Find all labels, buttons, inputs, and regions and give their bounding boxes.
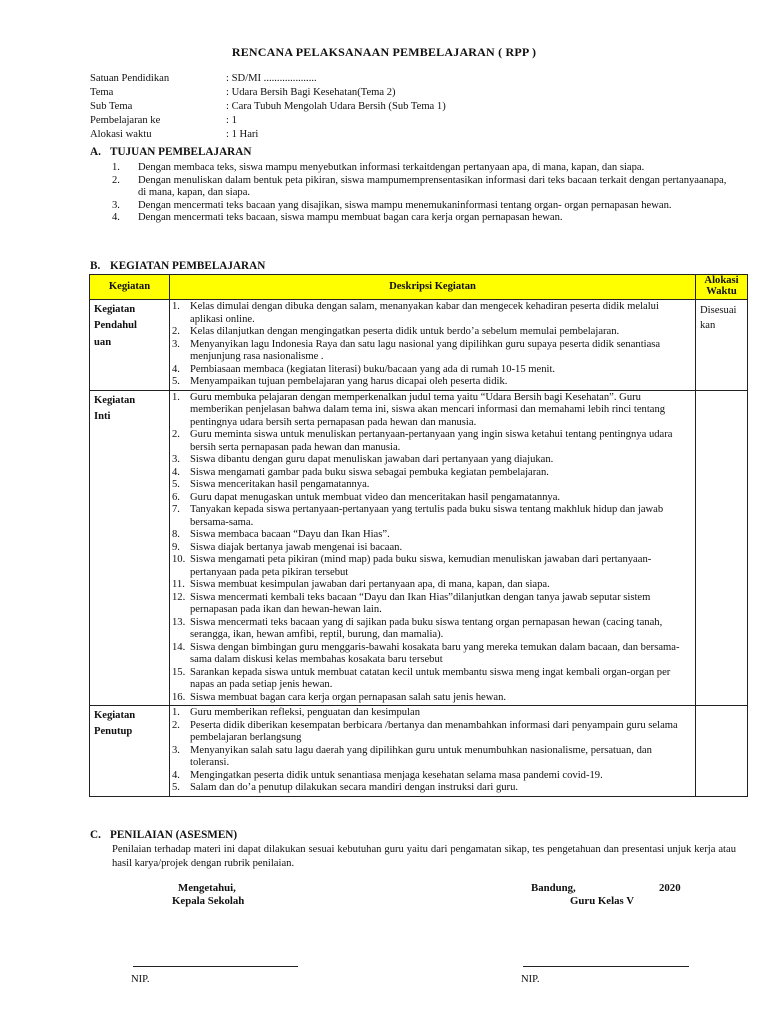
step-text: Salam dan do’a penutup dilakukan secara mandiri dengan instruksi dari guru.	[190, 782, 519, 793]
objective-item	[112, 162, 732, 175]
section-b-number: B.	[90, 260, 101, 272]
identity-row	[90, 86, 446, 100]
step-text: Siswa mengamati peta pikiran (mind map) pada buku siswa, kemudian menuliskan jawaban dari pertanyaan-pertanyaan pada peta pikiran tersebut	[190, 554, 652, 578]
step-text: Siswa mengamati gambar pada buku siswa sebagai pembuka kegiatan pembelajaran.	[190, 466, 549, 478]
step-item	[170, 479, 695, 492]
identity-label: Alokasi waktu	[90, 129, 152, 140]
step-item	[170, 782, 695, 795]
identity-row	[90, 114, 446, 128]
step-text: Kelas dilanjutkan dengan mengingatkan peserta didik untuk berdo’a sebelum memulai pembelajaran.	[190, 326, 620, 337]
step-item	[170, 326, 695, 339]
step-item	[170, 392, 695, 430]
header-alokasi-line1: Alokasi	[704, 275, 739, 287]
step-text: Guru memberikan refleksi, penguatan dan kesimpulan	[190, 707, 421, 718]
identity-label: Pembelajaran ke	[90, 115, 161, 126]
step-text: Siswa dibantu dengan guru dapat menuliskan jawaban dari pertanyaan yang diajukan.	[190, 454, 554, 465]
step-item	[170, 364, 695, 377]
step-text: Siswa membuat bagan cara kerja organ pernapasan salah satu jenis hewan.	[190, 691, 507, 703]
identity-row	[90, 128, 446, 142]
step-text: Siswa menceritakan hasil pengamatannya.	[190, 479, 370, 490]
step-text: Guru dapat menugaskan untuk membuat video dan menceritakan hasil pengamatannya.	[190, 491, 561, 503]
step-number: 1.	[172, 301, 180, 312]
header-alokasi-line2: Waktu	[706, 286, 737, 297]
step-number: 3.	[172, 744, 180, 756]
objective-item	[112, 212, 732, 225]
step-number: 2.	[172, 429, 180, 440]
step-text: Mengingatkan peserta didik untuk senantiasa menjaga kesehatan selama masa pandemi covid-19.	[190, 769, 603, 781]
step-number: 4.	[172, 769, 180, 781]
sig-right-year: 2020	[659, 882, 681, 894]
step-text: Siswa mencermati kembali teks bacaan “Dayu dan Ikan Hias”dilanjutkan dengan tanya jawab seputar sistem pernapasan pada ikan dan hewan-hewan lain.	[190, 591, 651, 615]
step-text: Sarankan kepada siswa untuk membuat catatan kecil untuk membantu siswa meng ingat kembali organ-organ per napas an pada setiap jenis hewan.	[190, 666, 671, 690]
step-number: 3.	[172, 454, 180, 465]
section-b-title: KEGIATAN PEMBELAJARAN	[110, 260, 266, 272]
step-item	[170, 667, 695, 692]
step-item	[170, 429, 695, 454]
kegiatan-label: Pendahul	[94, 320, 137, 332]
step-number: 7.	[172, 504, 180, 515]
activities-table	[89, 274, 748, 797]
page-title: RENCANA PELAKSANAAN PEMBELAJARAN ( RPP )	[231, 45, 537, 59]
step-number: 2.	[172, 719, 180, 731]
section-a-number: A.	[90, 146, 101, 158]
step-text: Siswa membaca bacaan “Dayu dan Ikan Hias”.	[190, 529, 390, 540]
kegiatan-label: Kegiatan	[94, 394, 136, 406]
step-number: 4.	[172, 363, 180, 375]
objective-text: Dengan mencermati teks bacaan yang disajikan, siswa mampu menemukaninformasi tentang organ- organ pernapasan hewan.	[138, 199, 672, 211]
alokasi-cell	[696, 390, 748, 706]
section-c-title: PENILAIAN (ASESMEN)	[110, 829, 238, 841]
step-item	[170, 492, 695, 505]
step-text: Siswa dengan bimbingan guru menggaris-bawahi kosakata baru yang mereka temukan dalam bacaan, dan bersama-sama dalam diskusi kelas membahas kosakata baru tersebut	[190, 641, 680, 665]
objective-item	[112, 175, 732, 200]
deskripsi-cell	[170, 706, 696, 797]
step-number: 16.	[172, 691, 186, 703]
objective-text: Dengan menuliskan dalam bentuk peta pikiran, siswa mampumemprensentasikan informasi dari teks bacaan terkait dengan pertanyaanapa, di mana, kapan, dan siapa.	[138, 174, 727, 198]
objective-text: Dengan mencermati teks bacaan, siswa mampu membuat bagan cara kerja organ pernapasan hewan.	[138, 212, 563, 223]
step-text: Peserta didik diberikan kesempatan berbicara /bertanya dan menambahkan informasi dari penyampain guru selama pembelajaran berlangsung	[190, 719, 678, 743]
step-text: Siswa membuat kesimpulan jawaban dari pertanyaan apa, di mana, kapan, dan siapa.	[190, 579, 550, 590]
step-number: 12.	[172, 591, 186, 603]
table-header-row	[90, 275, 748, 300]
section-c-heading	[90, 829, 237, 842]
identity-value: : SD/MI ....................	[226, 73, 317, 84]
kegiatan-label: Kegiatan	[94, 304, 136, 315]
objective-number: 3.	[112, 199, 120, 211]
objectives-list	[112, 162, 732, 225]
kegiatan-label: Penutup	[94, 726, 133, 738]
nip-left: NIP.	[131, 974, 150, 985]
step-item	[170, 642, 695, 667]
section-c-number: C.	[90, 829, 101, 841]
step-text: Siswa mencermati teks bacaan yang di sajikan pada buku siswa tentang organ pernapasan hewan (cacing tanah, serangga, ikan, hewan amfibi, reptil, burung, dan mamalia).	[190, 616, 663, 640]
header-kegiatan: Kegiatan	[90, 275, 170, 300]
kegiatan-label: uan	[94, 336, 112, 348]
kegiatan-cell	[90, 390, 170, 706]
step-item	[170, 617, 695, 642]
step-text: Tanyakan kepada siswa pertanyaan-pertanyaan yang tertulis pada buku siswa tentang makhluk hidup dan jawab bersama-sama.	[190, 504, 664, 528]
identity-block	[90, 72, 446, 142]
sig-right-role: Guru Kelas V	[570, 895, 634, 907]
step-text: Siswa diajak bertanya jawab mengenai isi bacaan.	[190, 541, 403, 553]
table-row	[90, 300, 748, 391]
header-deskripsi: Deskripsi Kegiatan	[170, 275, 696, 300]
objective-text: Dengan membaca teks, siswa mampu menyebutkan informasi terkaitdengan pertanyaan apa, di mana, kapan, dan siapa.	[138, 162, 645, 173]
identity-row	[90, 100, 446, 114]
step-number: 6.	[172, 491, 180, 503]
objective-number: 1.	[112, 162, 120, 173]
alokasi-cell	[696, 300, 748, 391]
identity-row	[90, 72, 446, 86]
step-item	[170, 770, 695, 783]
section-b-heading	[90, 260, 265, 273]
step-text: Kelas dimulai dengan dibuka dengan salam, menanyakan kabar dan mengecek kehadiran peserta didik melalui aplikasi online.	[190, 301, 659, 325]
signature-line-right	[523, 966, 689, 967]
step-item	[170, 692, 695, 705]
step-item	[170, 376, 695, 389]
kegiatan-cell	[90, 300, 170, 391]
step-item	[170, 592, 695, 617]
identity-label: Satuan Pendidikan	[90, 73, 170, 84]
step-item	[170, 301, 695, 326]
step-item	[170, 707, 695, 720]
step-number: 1.	[172, 707, 180, 718]
step-item	[170, 579, 695, 592]
step-text: Pembiasaan membaca (kegiatan literasi) buku/bacaan yang ada di rumah 10-15 menit.	[190, 363, 556, 375]
step-number: 5.	[172, 782, 180, 793]
step-item	[170, 745, 695, 770]
step-text: Menyampaikan tujuan pembelajaran yang harus dicapai oleh peserta didik.	[190, 376, 508, 387]
step-number: 11.	[172, 579, 185, 590]
kegiatan-label: Kegiatan	[94, 710, 136, 721]
step-number: 1.	[172, 391, 180, 403]
step-text: Guru meminta siswa untuk menuliskan pertanyaan-pertanyaan yang ingin siswa ketahui tentang pentingnya udara bersih serta pernapasan pada hewan dan manusia.	[190, 429, 673, 453]
deskripsi-cell	[170, 390, 696, 706]
step-item	[170, 554, 695, 579]
table-row	[90, 706, 748, 797]
section-a-title: TUJUAN PEMBELAJARAN	[110, 146, 252, 158]
step-item	[170, 467, 695, 480]
identity-value: : Cara Tubuh Mengolah Udara Bersih (Sub Tema 1)	[226, 101, 446, 112]
identity-label: Tema	[90, 87, 114, 98]
step-number: 13.	[172, 616, 186, 628]
identity-value: : 1 Hari	[226, 129, 259, 140]
step-number: 3.	[172, 338, 180, 350]
step-number: 10.	[172, 554, 186, 565]
step-item	[170, 542, 695, 555]
section-a-heading	[90, 146, 251, 159]
step-item	[170, 720, 695, 745]
step-text: Guru membuka pelajaran dengan memperkenalkan judul tema yaitu “Udara Bersih bagi Kesehatan”. Guru memberikan penjelasan bahwa dalam tema ini, siswa akan mencari informasi dan memahami lebih rinci tentang pentingnya udara bersih serta pernapasan pada hewan dan manusia.	[190, 391, 666, 428]
step-number: 15.	[172, 666, 186, 678]
step-number: 2.	[172, 326, 180, 337]
identity-value: : 1	[226, 115, 237, 126]
step-number: 14.	[172, 641, 186, 653]
table-row	[90, 390, 748, 706]
step-number: 9.	[172, 541, 180, 553]
header-alokasi	[696, 275, 748, 300]
step-item	[170, 529, 695, 542]
identity-label: Sub Tema	[90, 101, 133, 112]
step-number: 5.	[172, 479, 180, 490]
kegiatan-cell	[90, 706, 170, 797]
sig-left-role: Kepala Sekolah	[172, 895, 245, 907]
kegiatan-label: Inti	[94, 410, 111, 422]
objective-number: 4.	[112, 212, 120, 223]
step-number: 5.	[172, 376, 180, 387]
sig-left-label: Mengetahui,	[178, 882, 236, 894]
objective-number: 2.	[112, 174, 120, 186]
step-text: Menyanyikan lagu Indonesia Raya dan satu lagu nasional yang dipilihkan guru supaya peserta didik senantiasa menjunjung rasa nasionalisme .	[190, 338, 661, 362]
step-item	[170, 339, 695, 364]
alokasi-text: Disesuai	[700, 305, 737, 316]
signature-line-left	[133, 966, 298, 967]
objective-item	[112, 200, 732, 213]
sig-right-city: Bandung,	[531, 882, 576, 894]
alokasi-cell	[696, 706, 748, 797]
step-number: 8.	[172, 529, 180, 540]
deskripsi-cell	[170, 300, 696, 391]
step-text: Menyanyikan salah satu lagu daerah yang dipilihkan guru untuk menumbuhkan nasionalisme, persatuan, dan toleransi.	[190, 744, 652, 768]
step-item	[170, 454, 695, 467]
identity-value: : Udara Bersih Bagi Kesehatan(Tema 2)	[226, 87, 396, 98]
alokasi-text: kan	[700, 319, 716, 331]
step-number: 4.	[172, 466, 180, 478]
assessment-paragraph: Penilaian terhadap materi ini dapat dilakukan sesuai kebutuhan guru yaitu dari pengamatan sikap, tes pengetahuan dan presentasi unjuk kerja atau hasil karya/projek dengan rubrik penilaian.	[112, 844, 736, 869]
step-item	[170, 504, 695, 529]
nip-right: NIP.	[521, 974, 540, 985]
